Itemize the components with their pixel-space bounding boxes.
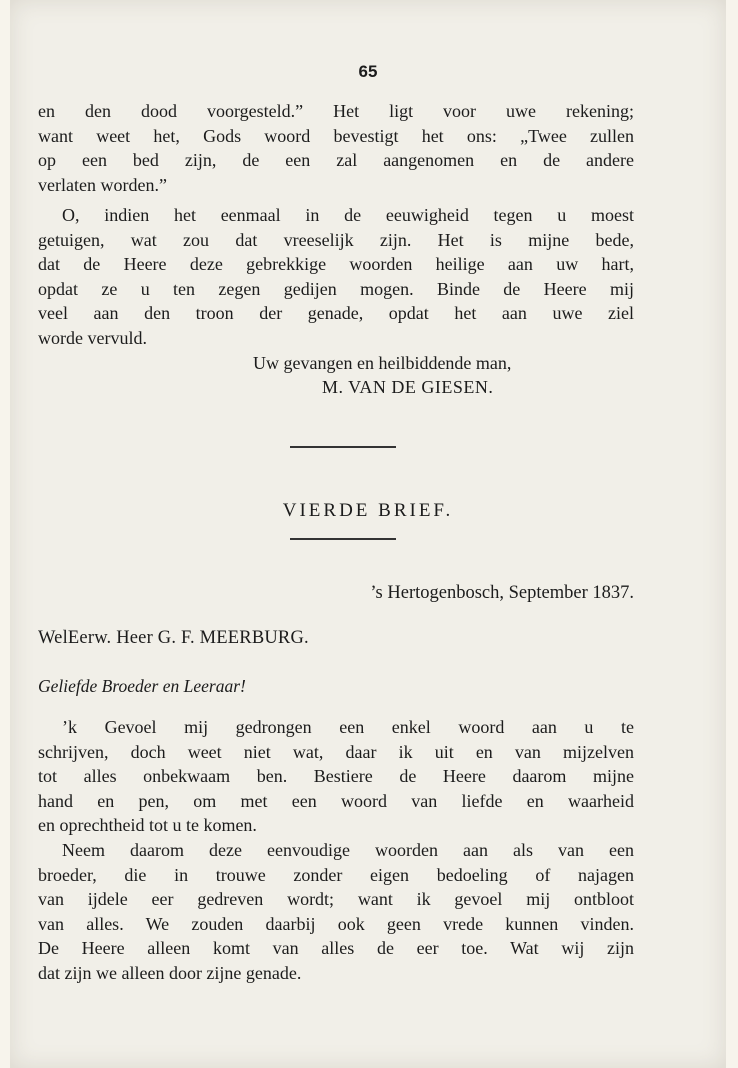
text-line: en oprechtheid tot u te komen.: [38, 815, 257, 835]
paragraph-3: [38, 715, 634, 838]
text-line: schrijven, doch weet niet wat, daar ik uit en van mijzelven: [38, 741, 634, 762]
text-line: veel aan den troon der genade, opdat het aan uwe ziel: [38, 303, 634, 323]
paragraph-1: [38, 99, 634, 197]
text-line: van alles. We zouden daarbij ook geen vrede kunnen vinden.: [38, 913, 634, 934]
divider-bottom: [290, 538, 396, 540]
signature-name: M. VAN DE GIESEN.: [322, 377, 494, 397]
salutation: Geliefde Broeder en Leeraar!: [38, 676, 246, 696]
text-line: en den dood voorgesteld.” Het ligt voor uwe rekening;: [38, 101, 634, 121]
text-line: hand en pen, om met een woord van liefde en waarheid: [38, 790, 634, 811]
text-line: O, indien het eenmaal in de eeuwigheid tegen u moest: [62, 205, 634, 225]
text-line: ’k Gevoel mij gedrongen een enkel woord aan u te: [62, 717, 634, 737]
text-line: worde vervuld.: [38, 327, 147, 348]
text-line: op een bed zijn, de een zal aangenomen en de andere: [38, 150, 634, 170]
text-line: dat zijn we alleen door zijne genade.: [38, 962, 302, 983]
text-line: verlaten worden.”: [38, 174, 167, 195]
letter-heading: VIERDE BRIEF.: [282, 500, 454, 521]
text-line: getuigen, wat zou dat vreeselijk zijn. Het is mijne bede,: [38, 229, 634, 250]
text-line: opdat ze u ten zegen gedijen mogen. Binde de Heere mij: [38, 278, 634, 299]
book-page: [10, 0, 726, 1068]
text-line: dat de Heere deze gebrekkige woorden heilige aan uw hart,: [38, 254, 634, 274]
addressee: WelEerw. Heer G. F. MEERBURG.: [38, 628, 309, 648]
text-line: broeder, die in trouwe zonder eigen bedoeling of najagen: [38, 864, 634, 885]
divider-top: [290, 446, 396, 448]
paragraph-2: [38, 203, 634, 350]
text-line: De Heere alleen komt van alles de eer toe. Wat wij zijn: [38, 938, 634, 958]
text-line: want weet het, Gods woord bevestigt het ons: „Twee zullen: [38, 125, 634, 146]
dateline: ’s Hertogenbosch, September 1837.: [370, 583, 634, 603]
paragraph-4: [38, 838, 634, 985]
text-line: tot alles onbekwaam ben. Bestiere de Heere daarom mijne: [38, 766, 634, 786]
text-line: Neem daarom deze eenvoudige woorden aan als van een: [62, 840, 634, 860]
signature-greeting: Uw gevangen en heilbiddende man,: [253, 353, 512, 373]
text-line: van ijdele eer gedreven wordt; want ik gevoel mij ontbloot: [38, 889, 634, 909]
page-number: 65: [358, 62, 378, 81]
